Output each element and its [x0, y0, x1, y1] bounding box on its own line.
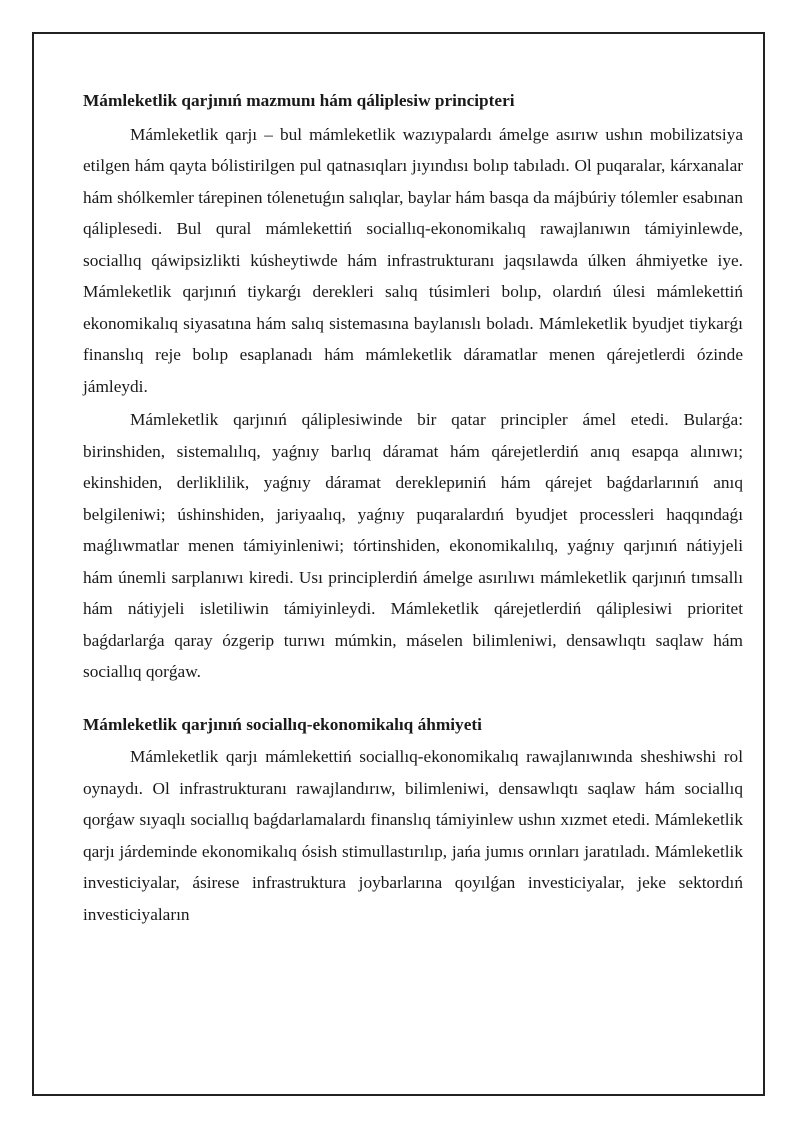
paragraph: Mámleketlik qarjınıń qáliplesiwinde bir qatar principler ámel etedi. Bularǵa: birinshiden, sistemalılıq, yaǵnıy barlıq dáramat hám qárejetlerdiń anıq esapqa alınıwı; ekinshiden, derliklilik, yaǵnıy dáramat dereklериniń hám qárejet baǵdarlarınıń anıq belgileniwi; úshinshiden, jariyaalıq, yaǵnıy puqaralardıń byudjet processleri haqqındaǵı maǵlıwmatlar menen támiyinleniwi; tórtinshiden, ekonomikalılıq, yaǵnıy qarjınıń nátiyjeli hám únemli sarplanıwı kiredi. Usı principlerdiń ámelge asırılıwı mámleketlik qarjınıń tımsallı hám nátiyjeli isletiliwin támiyinleydi. Mámleketlik qárejetlerdiń qáliplesiwi prioritet baǵdarlarǵa qaray ózgerip turıwı múmkin, máselen bilimleniwi, densawlıqtı saqlaw hám sociallıq qorǵaw. [83, 410, 743, 681]
section-heading: Mámleketlik qarjınıń sociallıq-ekonomikalıq áhmiyeti [83, 714, 482, 734]
document-body [83, 78, 743, 930]
section-heading: Mámleketlik qarjınıń mazmunı hám qáliplesiw principteri [83, 91, 515, 110]
paragraph: Mámleketlik qarjı mámlekettiń sociallıq-ekonomikalıq rawajlanıwında sheshiwshi rol oynaydı. Ol infrastrukturanı rawajlandırıw, bilimleniwi, densawlıqtı saqlaw hám sociallıq qorǵaw sıyaqlı sociallıq baǵdarlamalardı finanslıq támiyinlew ushın xızmet etedi. Mámleketlik qarjı járdeminde ekonomikalıq ósish stimullastırılıp, jańa jumıs orınları jaratıladı. Mámleketlik investiciyalar, ásirese infrastruktura joybarlarına qoyılǵan investiciyalar, jeke sektordıń investiciyaların [83, 747, 743, 924]
paragraph: Mámleketlik qarjı – bul mámleketlik wazıypalardı ámelge asırıw ushın mobilizatsiya etilgen hám qayta bólistirilgen pul qatnasıqları jıyındısı bolıp tabıladı. Ol puqaralar, kárxanalar hám shólkemler tárepinen tólenetuǵın salıqlar, baylar hám basqa da májbúriy tólemler esabınan qáliplesedi. Bul qural mámlekettiń sociallıq-ekonomikalıq rawajlanıwın támiyinlewde, sociallıq qáwipsizlikti kúsheytiwde hám infrastrukturanı jaqsılawda úlken áhmiyetke iye. Mámleketlik qarjınıń tiykarǵı derekleri salıq túsimleri bolıp, olardıń úlesi mámlekettiń ekonomikalıq siyasatına hám salıq sistemasına baylanıslı boladı. Mámleketlik byudjet tiykarǵı finanslıq reje bolıp esaplanadı hám mámleketlik dáramatlar menen qárejetlerdi ózinde jámleydi. [83, 124, 743, 396]
